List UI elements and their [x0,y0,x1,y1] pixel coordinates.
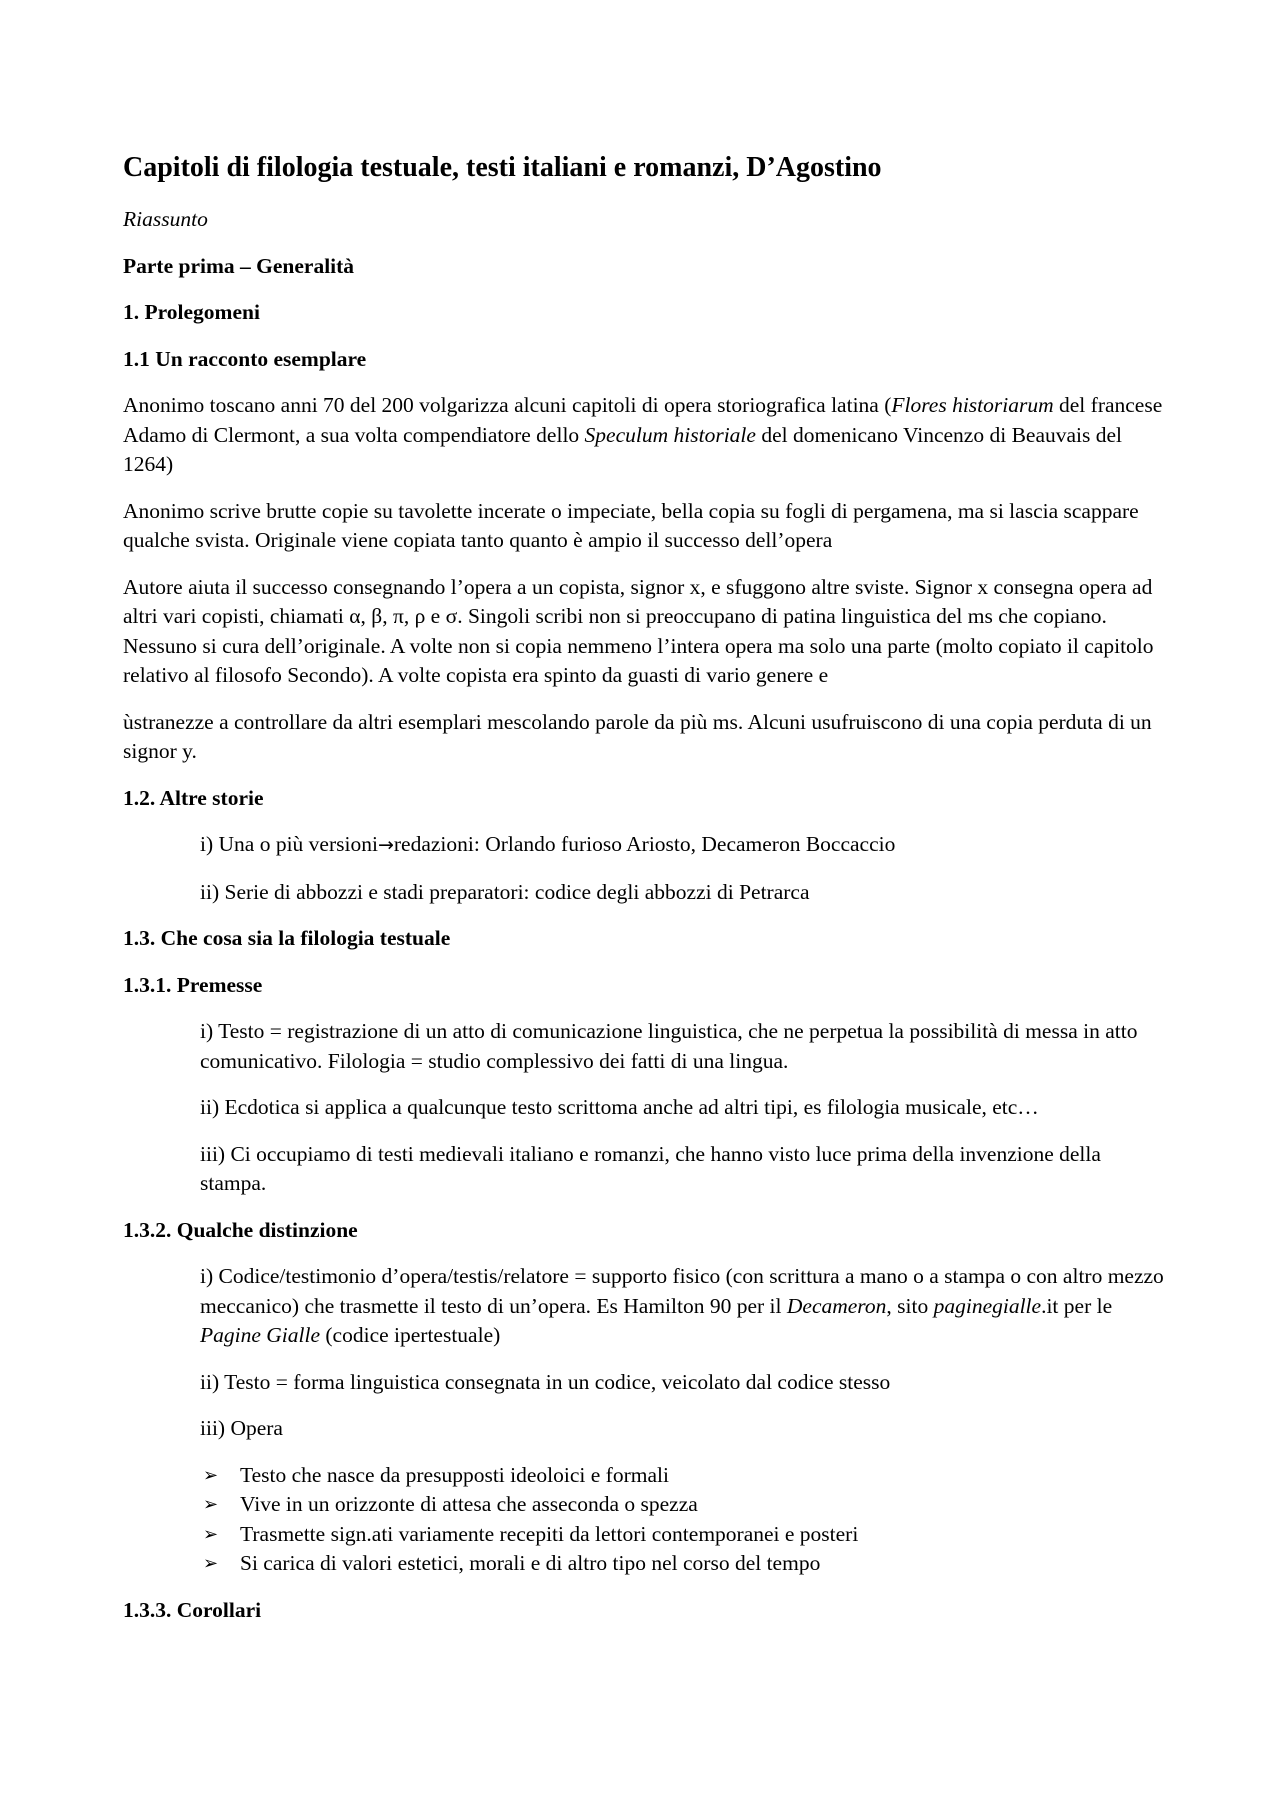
arrow-right-icon: → [377,834,394,856]
bullet-item: ➢ Vive in un orizzonte di attesa che asseconda o spezza [240,1490,1168,1520]
document-subtitle: Riassunto [123,207,208,231]
list-item-distinction-3: iii) Opera [200,1416,283,1440]
bullet-item: ➢ Testo che nasce da presupposti ideoloici e formali [240,1461,1168,1491]
list-item-premise-1: i) Testo = registrazione di un atto di comunicazione linguistica, che ne perpetua la possibilità di messa in atto comunicativo. Filologia = studio complessivo dei fatti di una lingua. [200,1019,1138,1073]
arrowhead-bullet-icon: ➢ [203,1553,219,1574]
part-heading: Parte prima – Generalità [123,253,355,278]
document-title: Capitoli di filologia testuale, testi italiani e romanzi, D’Agostino [123,152,882,183]
list-item-versions: i) Una o più versioni→redazioni: Orlando furioso Ariosto, Decameron Boccaccio [200,832,896,856]
section-heading-1-3-1: 1.3.1. Premesse [123,972,263,997]
paragraph-2: Anonimo scrive brutte copie su tavolette incerate o impeciate, bella copia su fogli di pergamena, ma si lascia scappare qualche svista. Originale viene copiata tanto quanto è ampio il successo dell’opera [123,498,1139,552]
list-item-premise-3: iii) Ci occupiamo di testi medievali italiano e romanzi, che hanno visto luce prima della invenzione della stampa. [200,1141,1101,1195]
list-item-premise-2: ii) Ecdotica si applica a qualcunque testo scrittoma anche ad altri tipi, es filologia musicale, etc… [200,1095,1039,1119]
paragraph-3: Autore aiuta il successo consegnando l’opera a un copista, signor x, e sfuggono altre sviste. Signor x consegna opera ad altri vari copisti, chiamati α, β, π, ρ e σ. Singoli scribi non si preoccupano di patina linguistica del ms che copiano. Nessuno si cura dell’originale. A volte non si copia nemmeno l’intera opera ma solo una parte (molto copiato il capitolo relativo al filosofo Secondo). A volte copista era spinto da guasti di vario genere e [123,574,1154,687]
arrowhead-bullet-icon: ➢ [203,1523,219,1545]
arrowhead-bullet-icon: ➢ [203,1464,219,1486]
section-heading-1: 1. Prolegomeni [123,300,260,324]
section-heading-1-3: 1.3. Che cosa sia la filologia testuale [123,926,451,950]
list-item-distinction-2: ii) Testo = forma linguistica consegnata in un codice, veicolato dal codice stesso [200,1369,891,1394]
section-heading-1-2: 1.2. Altre storie [123,785,264,810]
bullet-item: ➢ Trasmette sign.ati variamente recepiti da lettori contemporanei e posteri [240,1520,1168,1550]
list-item-drafts: ii) Serie di abbozzi e stadi preparatori: codice degli abbozzi di Petrarca [200,879,810,904]
section-heading-1-1: 1.1 Un racconto esemplare [123,346,367,371]
document-page [123,150,1168,1642]
section-heading-1-3-2: 1.3.2. Qualche distinzione [123,1217,358,1242]
arrowhead-bullet-icon: ➢ [203,1494,219,1515]
paragraph-1: Anonimo toscano anni 70 del 200 volgarizza alcuni capitoli di opera storiografica latina (Flores historiarum del francese Adamo di Clermont, a sua volta compendiatore dello Speculum historiale del domenicano Vincenzo di Beauvais del 1264) [123,393,1163,476]
bullet-item: ➢ Si carica di valori estetici, morali e di altro tipo nel corso del tempo [240,1549,1168,1579]
list-item-distinction-1: i) Codice/testimonio d’opera/testis/relatore = supporto fisico (con scrittura a mano o a stampa o con altro mezzo meccanico) che trasmette il testo di un’opera. Es Hamilton 90 per il Decameron, sito paginegialle.it per le Pagine Gialle (codice ipertestuale) [200,1264,1164,1347]
section-heading-1-3-3: 1.3.3. Corollari [123,1597,262,1622]
paragraph-4: ùstranezze a controllare da altri esemplari mescolando parole da più ms. Alcuni usufruiscono di una copia perduta di un signor y. [123,709,1152,763]
bullet-list [123,1461,1168,1579]
